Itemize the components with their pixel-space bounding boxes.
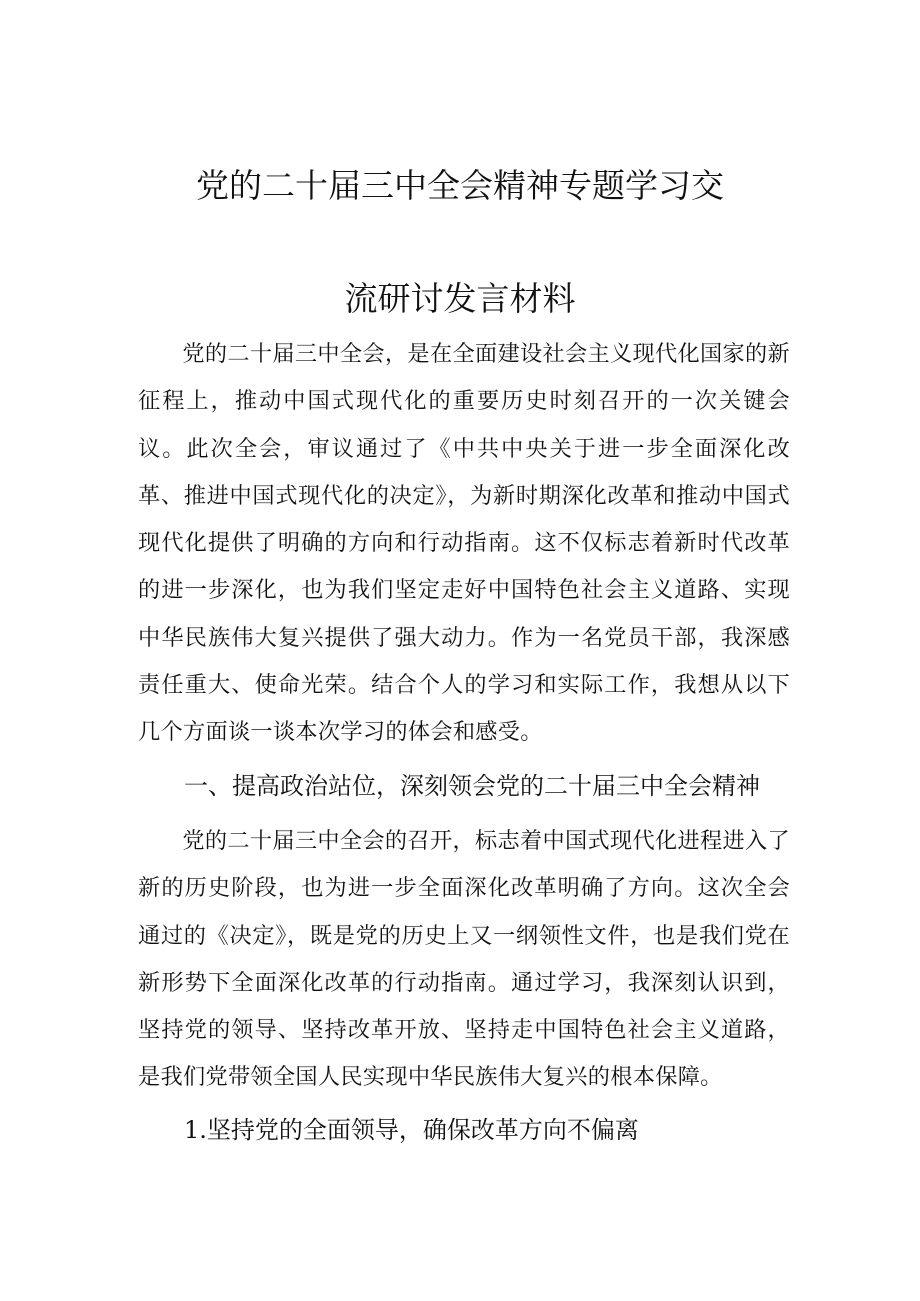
document-title-line-1: 党的二十届三中全会精神专题学习交 [196,166,724,205]
subsection-heading-1: 1.坚持党的全面领导，确保改革方向不偏离 [184,1116,639,1144]
document-title-line-2: 流研讨发言材料 [344,279,576,318]
section-1-paragraph: 党的二十届三中全会的召开，标志着中国式现代化进程进入了新的历史阶段，也为进一步全面深化改革明确了方向。这次全会通过的《决定》，既是党的历史上又一纲领性文件，也是我们党在新形势下全面深化改革的行动指南。通过学习，我深刻认识到，坚持党的领导、坚持改革开放、坚持走中国特色社会主义道路，是我们党带领全国人民实现中华民族伟大复兴的根本保障。 [138,828,790,1091]
section-heading-1: 一、提高政治站位，深刻领会党的二十届三中全会精神 [184,772,760,800]
intro-paragraph: 党的二十届三中全会，是在全面建设社会主义现代化国家的新征程上，推动中国式现代化的重要历史时刻召开的一次关键会议。此次全会，审议通过了《中共中央关于进一步全面深化改革、推进中国式现代化的决定》，为新时期深化改革和推动中国式现代化提供了明确的方向和行动指南。这不仅标志着新时代改革的进一步深化，也为我们坚定走好中国特色社会主义道路、实现中华民族伟大复兴提供了强大动力。作为一名党员干部，我深感责任重大、使命光荣。结合个人的学习和实际工作，我想从以下几个方面谈一谈本次学习的体会和感受。 [138,341,790,746]
